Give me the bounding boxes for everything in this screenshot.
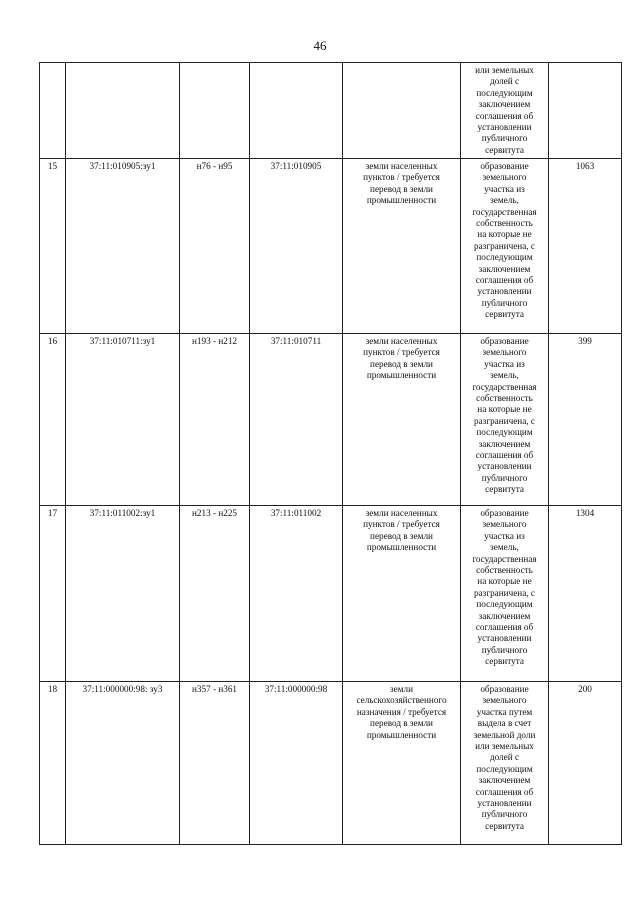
points-cell: н213 - н225	[180, 506, 250, 682]
area-cell	[549, 63, 622, 159]
cadastral-zu-cell: 37:11:010711:зу1	[66, 334, 180, 506]
table-row	[40, 506, 622, 682]
land-plots-table	[39, 62, 622, 845]
page-number: 46	[313, 38, 327, 53]
cadastral-zu-cell: 37:11:011002:зу1	[66, 506, 180, 682]
table-row	[40, 682, 622, 845]
cadastral-quarter-cell: 37:11:010711	[250, 334, 343, 506]
row-number-cell: 16	[40, 334, 66, 506]
land-category-cell: земли населенных пунктов / требуется перевод в земли промышленности	[343, 506, 461, 682]
formation-method-cell: образование земельного участка из земель, государственная собственность на которые не разграничена, с последующим заключением соглашения об установлении публичного сервитута	[461, 159, 549, 334]
cadastral-quarter-cell: 37:11:011002	[250, 506, 343, 682]
cadastral-zu-cell: 37:11:010905:зу1	[66, 159, 180, 334]
area-cell: 1304	[549, 506, 622, 682]
table-row	[40, 334, 622, 506]
area-cell: 1063	[549, 159, 622, 334]
points-cell: н357 - н361	[180, 682, 250, 845]
table-row	[40, 159, 622, 334]
area-cell: 200	[549, 682, 622, 845]
row-number-cell: 15	[40, 159, 66, 334]
formation-method-cell: образование земельного участка из земель, государственная собственность на которые не разграничена, с последующим заключением соглашения об установлении публичного сервитута	[461, 506, 549, 682]
cadastral-quarter-cell	[250, 63, 343, 159]
land-category-cell	[343, 63, 461, 159]
formation-method-cell: или земельных долей с последующим заключением соглашения об установлении публичного сервитута	[461, 63, 549, 159]
area-cell: 399	[549, 334, 622, 506]
land-category-cell: земли сельскохозяйственного назначения / требуется перевод в земли промышленности	[343, 682, 461, 845]
row-number-cell: 17	[40, 506, 66, 682]
land-category-cell: земли населенных пунктов / требуется перевод в земли промышленности	[343, 159, 461, 334]
table-row-continuation	[40, 63, 622, 159]
points-cell	[180, 63, 250, 159]
cadastral-quarter-cell: 37:11:010905	[250, 159, 343, 334]
formation-method-cell: образование земельного участка из земель, государственная собственность на которые не разграничена, с последующим заключением соглашения об установлении публичного сервитута	[461, 334, 549, 506]
land-category-cell: земли населенных пунктов / требуется перевод в земли промышленности	[343, 334, 461, 506]
cadastral-zu-cell: 37:11:000000:98: зу3	[66, 682, 180, 845]
cadastral-quarter-cell: 37:11:000000:98	[250, 682, 343, 845]
points-cell: н76 - н95	[180, 159, 250, 334]
points-cell: н193 - н212	[180, 334, 250, 506]
formation-method-cell: образование земельного участка путем выдела в счет земельной доли или земельных долей с последующим заключением соглашения об установлении публичного сервитута	[461, 682, 549, 845]
row-number-cell: 18	[40, 682, 66, 845]
cadastral-zu-cell	[66, 63, 180, 159]
row-number-cell	[40, 63, 66, 159]
